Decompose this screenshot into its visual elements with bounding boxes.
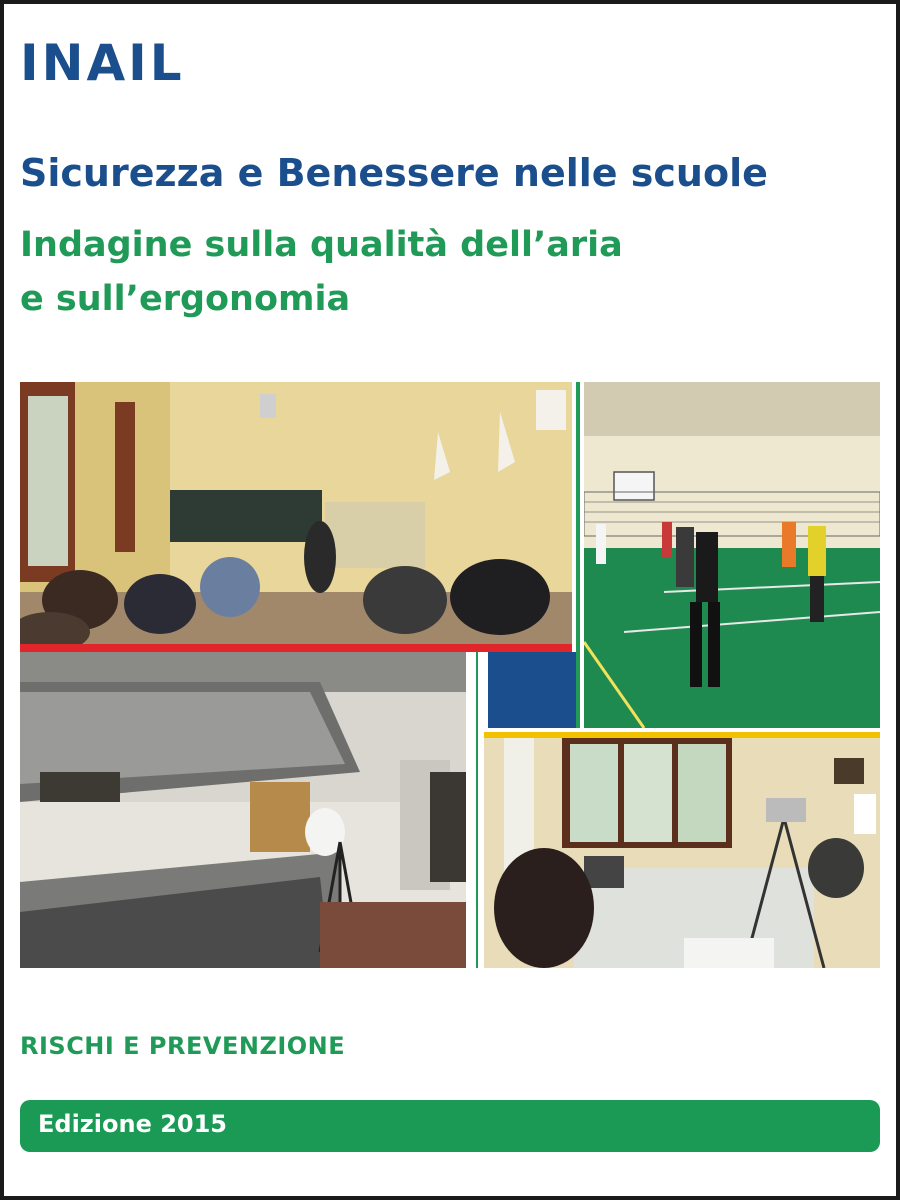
series-label: RISCHI E PREVENZIONE: [20, 1032, 346, 1060]
office-photo: [484, 738, 880, 968]
photo-collage: [20, 382, 880, 968]
inail-logo: INAIL: [20, 34, 185, 92]
blue-accent-block: [488, 652, 576, 728]
red-accent-strip: [20, 644, 572, 652]
edition-banner: [20, 1100, 880, 1152]
green-accent-line: [576, 382, 580, 728]
book-cover: [4, 4, 896, 1196]
photo-divider: [466, 652, 484, 968]
edition-label: Edizione 2015: [38, 1110, 227, 1138]
cover-title: Sicurezza e Benessere nelle scuole: [20, 151, 768, 195]
classroom-photo: [20, 382, 572, 644]
subtitle-line-1: Indagine sulla qualità dell’aria: [20, 225, 623, 265]
kitchen-photo: [20, 652, 466, 968]
photo-divider-line: [476, 652, 478, 968]
gymnasium-photo: [584, 382, 880, 728]
cover-subtitle: [20, 218, 880, 326]
subtitle-line-2: e sull’ergonomia: [20, 279, 351, 319]
